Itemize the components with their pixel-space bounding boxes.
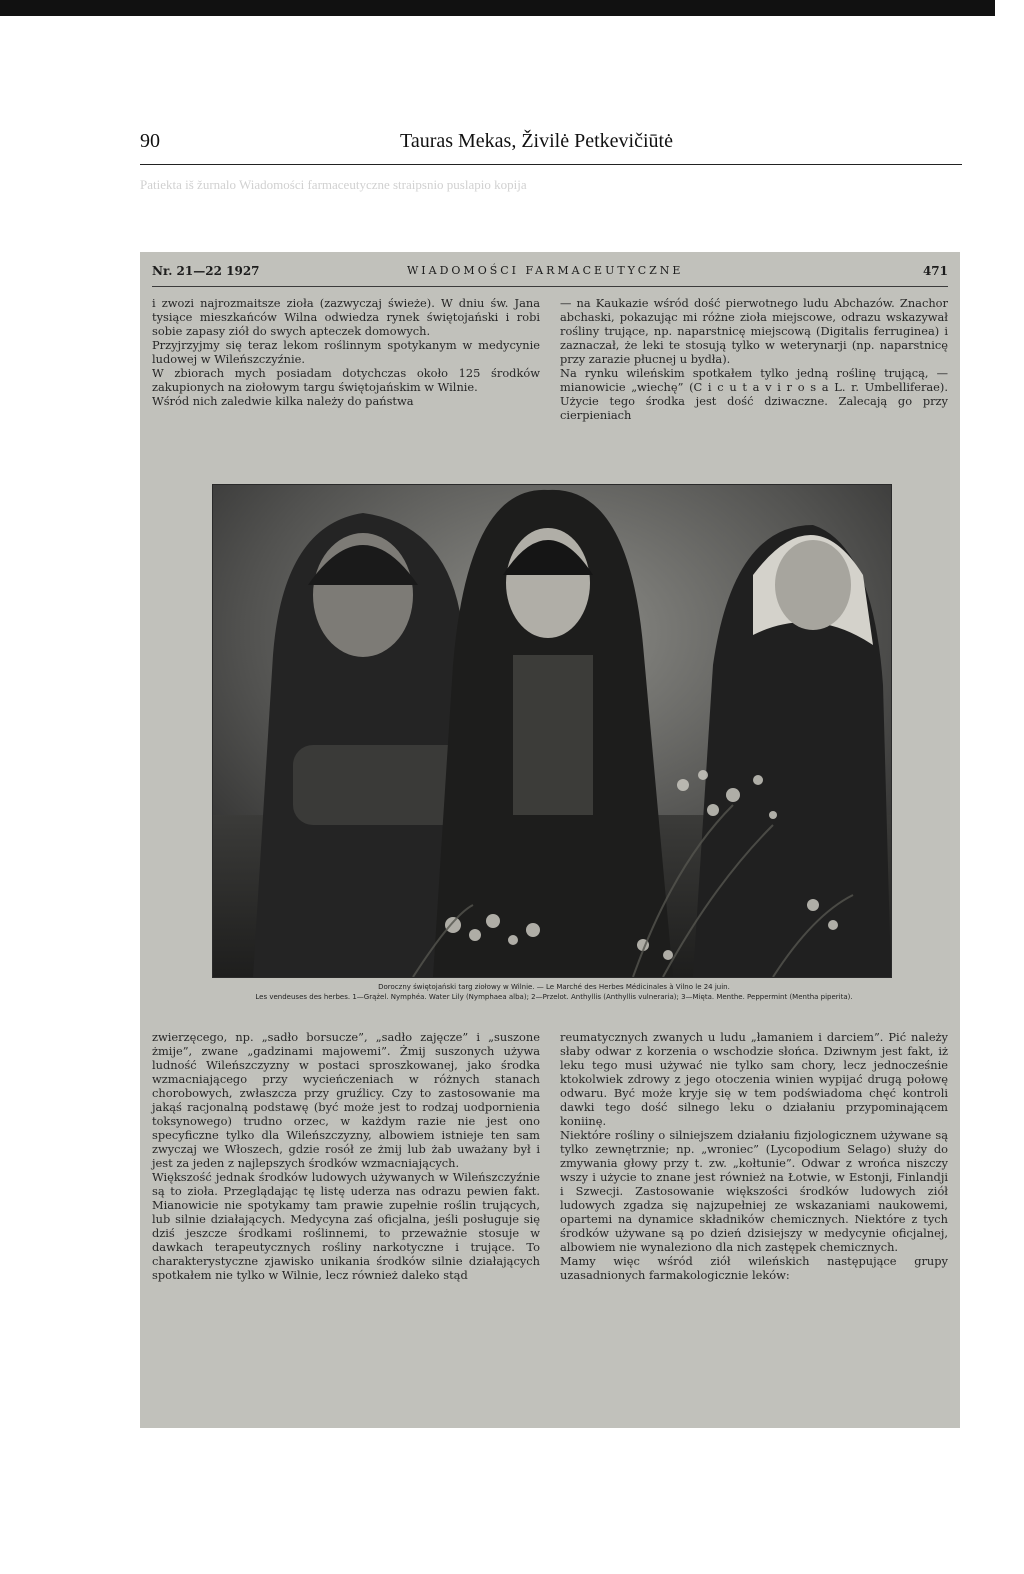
scan-border [0,0,995,16]
journal-title: WIADOMOŚCI FARMACEUTYCZNE [407,264,684,277]
book-header [140,130,962,170]
journal-page-scan [140,252,960,1428]
photo-caption: Doroczny świętojański targ ziołowy w Wilnie. — Le Marché des Herbes Médicinales à Vilno le 24 juin. Les vendeuses des herbes. 1—Grążel. Nymphéa. Water Lily (Nymphaea alba); 2—Przelot. Anthyllis (Anthyllis vulneraria); 3—Mięta. Menthe. Peppermint (Mentha piperita). [255,983,853,1001]
bleed-through-text: Patiekta iš žurnalo Wiadomości farmaceutyczne straipsnio puslapio kopija [140,177,527,192]
header-rule [140,164,962,165]
running-head-authors: Tauras Mekas, Živilė Petkevičiūtė [400,130,673,152]
photo-herb-sellers [212,484,892,978]
journal-header-rule [152,286,948,287]
journal-header [152,264,948,288]
text-column-right-bottom: reumatycznych zwanych u ludu „łamaniem i darciem”. Pić należy słaby odwar z korzenia o wschodzie słońca. Dziwnym jest fakt, iż leku tego musi używać nie tylko sam chory, lecz jednocześnie ktokolwiek zdrowy z jego otoczenia winien wypijać drugą połowę odwaru. Być może kryje się w tem podświadoma chęć kontroli dawki tego dość silnego leku o działaniu przypominającem koniinę. Niektóre rośliny o silniejszem działaniu fizjologicznem używane są tylko zewnętrznie; np. „wroniec” (Lycopodium Selago) służy do zmywania głowy przy t. zw. „kołtunie”. Odwar z wrońca niszczy wszy i użycie to znane jest również na Łotwie, w Estonji, Finlandji i Szwecji. Zastosowanie większości środków ludowych ziół ludowych zgadza się najzupełniej ze wskazaniami naukowemi, opartemi na dynamice składników chemicznych. Niektóre z tych środków używane są po dzień dzisiejszy w medycynie oficjalnej, albowiem nie wynaleziono dla nich zastępek chemicznych. Mamy więc wśród ziół wileńskich następujące grupy uzasadnionych farmakologicznie leków: [560,1030,948,1282]
journal-page-number: 471 [922,264,948,278]
text-column-right-top: — na Kaukazie wśród dość pierwotnego ludu Abchazów. Znachor abchaski, pokazując mi różne zioła miejscowe, odrazu wskazywał rośliny trujące, np. naparstnicę miejscową (Digitalis ferruginea) i zaznaczał, że leki te stosują tylko w weterynarji (np. naparstnicę przy zarazie płucnej u bydła). Na rynku wileńskim spotkałem tylko jedną roślinę trującą, — mianowicie „wiechę” (C i c u t a v i r o s a L. r. Umbelliferae). Użycie tego środka jest dość dziwaczne. Zalecają go przy cierpieniach [560,296,948,422]
text-column-left-bottom: zwierzęcego, np. „sadło borsucze”, „sadło zajęcze” i „suszone żmije”, zwane „gadzinami majowemi”. Żmij suszonych używa ludność Wileńszczyzny w postaci sproszkowanej, jako środka wzmacniającego przy wycieńczeniach w różnych stanach chorobowych, zwłaszcza przy gruźlicy. Czy to zastosowanie ma jakąś racjonalną podstawę (być może jest to rodzaj uodpornienia toksynowego) trudno orzec, w każdym razie nie jest ono specyficzne tylko dla Wileńszczyzny, albowiem istnieje ten sam zwyczaj we Włoszech, gdzie rosół ze żmij lub żab uważany był i jest za jeden z najlepszych środków wzmacniających. Większość jednak środków ludowych używanych w Wileńszczyźnie są to zioła. Przeglądając tę listę uderza nas odrazu pewien fakt. Mianowicie nie spotykamy tam prawie zupełnie roślin trujących, lub silnie działających. Medycyna zaś oficjalna, jeśli posługuje się dziś jeszcze środkami roślinnemi, to przeważnie stosuje w dawkach terapeutycznych rośliny narkotyczne i trujące. To charakterystyczne zjawisko unikania środków silnie działających spotkałem nie tylko w Wilnie, lecz również daleko stąd [152,1030,540,1282]
journal-issue: Nr. 21—22 1927 [152,264,260,278]
text-column-left-top: i zwozi najrozmaitsze zioła (zazwyczaj świeże). W dniu św. Jana tysiące mieszkańców Wilna odwiedza rynek świętojański i robi sobie zapasy ziół do swych apteczek domowych. Przyjrzyjmy się teraz lekom roślinnym spotykanym w medycynie ludowej w Wileńszczyźnie. W zbiorach mych posiadam dotychczas około 125 środków zakupionych na ziołowym targu świętojańskim w Wilnie. Wśród nich zaledwie kilka należy do państwa [152,296,540,408]
page-number: 90 [140,130,160,152]
